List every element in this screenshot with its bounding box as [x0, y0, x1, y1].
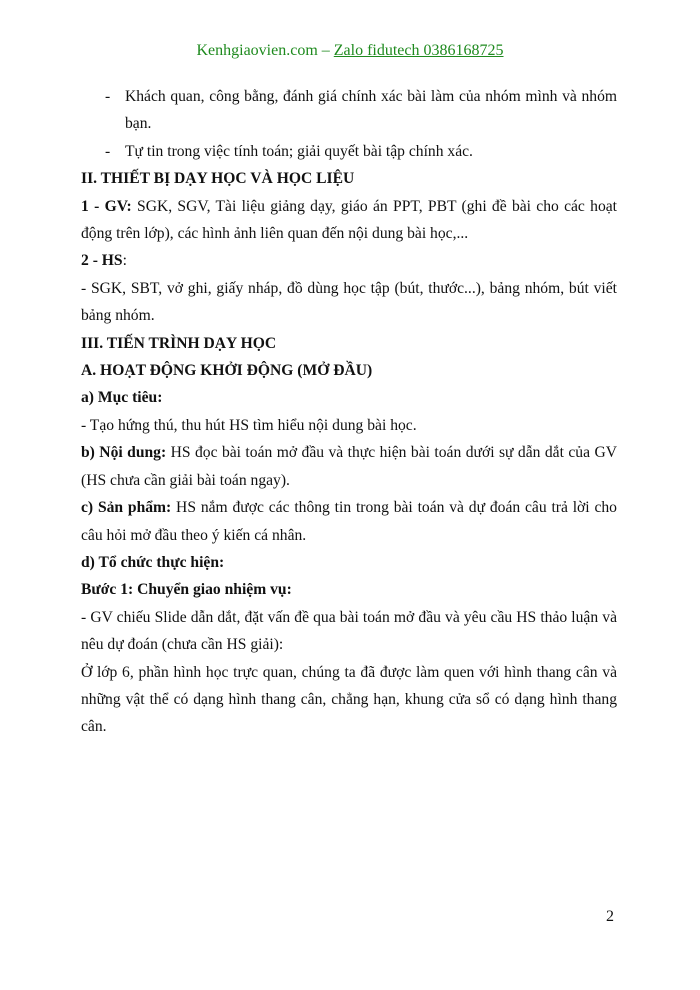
bullet-dash: -	[105, 142, 111, 160]
student-materials: - SGK, SBT, vở ghi, giấy nháp, đồ dùng học tập (bút, thước...), bảng nhóm, bút viết bảng nhóm.	[81, 279, 617, 325]
product-paragraph	[81, 494, 617, 549]
product-text: HS nắm được các thông tin trong bài toán và dự đoán câu trả lời cho câu hỏi mở đầu theo ý kiến cá nhân.	[81, 499, 617, 544]
objective-text: - Tạo hứng thú, thu hút HS tìm hiểu nội dung bài học.	[81, 416, 417, 434]
problem-text: Ở lớp 6, phần hình học trực quan, chúng ta đã được làm quen với hình thang cân và những vật thể có dạng hình thang cân, chẳng hạn, khung cửa sổ có dạng hình thang cân.	[81, 663, 617, 736]
bullet-text: Tự tin trong việc tính toán; giải quyết bài tập chính xác.	[125, 142, 473, 160]
student-heading	[81, 247, 617, 274]
activity-heading: A. HOẠT ĐỘNG KHỞI ĐỘNG (MỞ ĐẦU)	[81, 362, 373, 380]
bullet-item	[81, 138, 617, 165]
bullet-item	[81, 83, 617, 138]
document-body	[81, 83, 617, 741]
page-header	[0, 42, 700, 60]
page-number: 2	[606, 908, 614, 925]
content-text: HS đọc bài toán mở đầu và thực hiện bài toán dưới sự dẫn dắt của GV (HS chưa cần giải bài toán ngay).	[81, 444, 617, 489]
section-heading: III. TIẾN TRÌNH DẠY HỌC	[81, 334, 277, 352]
header-separator: –	[317, 42, 334, 59]
zalo-link[interactable]: Zalo fidutech 0386168725	[333, 42, 504, 59]
teacher-materials	[81, 193, 617, 248]
bullet-text: Khách quan, công bằng, đánh giá chính xác bài làm của nhóm mình và nhóm bạn.	[125, 88, 617, 133]
step1-text: - GV chiếu Slide dẫn dắt, đặt vấn đề qua bài toán mở đầu và yêu cầu HS thảo luận và nêu dự đoán (chưa cần HS giải):	[81, 608, 617, 654]
objective-label: a) Mục tiêu:	[81, 389, 163, 407]
product-label: c) Sản phẩm:	[81, 499, 172, 517]
bullet-dash: -	[105, 88, 111, 105]
content-paragraph	[81, 439, 617, 494]
teacher-text: SGK, SGV, Tài liệu giảng dạy, giáo án PPT, PBT (ghi đề bài cho các hoạt động trên lớp), các hình ảnh liên quan đến nội dung bài học,...	[81, 197, 617, 243]
step1-label: Bước 1: Chuyển giao nhiệm vụ:	[81, 581, 292, 599]
content-label: b) Nội dung:	[81, 444, 167, 462]
section-heading: II. THIẾT BỊ DẠY HỌC VÀ HỌC LIỆU	[81, 170, 355, 188]
site-link[interactable]: Kenhgiaovien.com	[196, 42, 318, 59]
teacher-label: 1 - GV:	[81, 197, 132, 215]
student-colon: :	[122, 252, 127, 270]
organize-label: d) Tổ chức thực hiện:	[81, 553, 225, 571]
student-label: 2 - HS	[81, 252, 123, 270]
